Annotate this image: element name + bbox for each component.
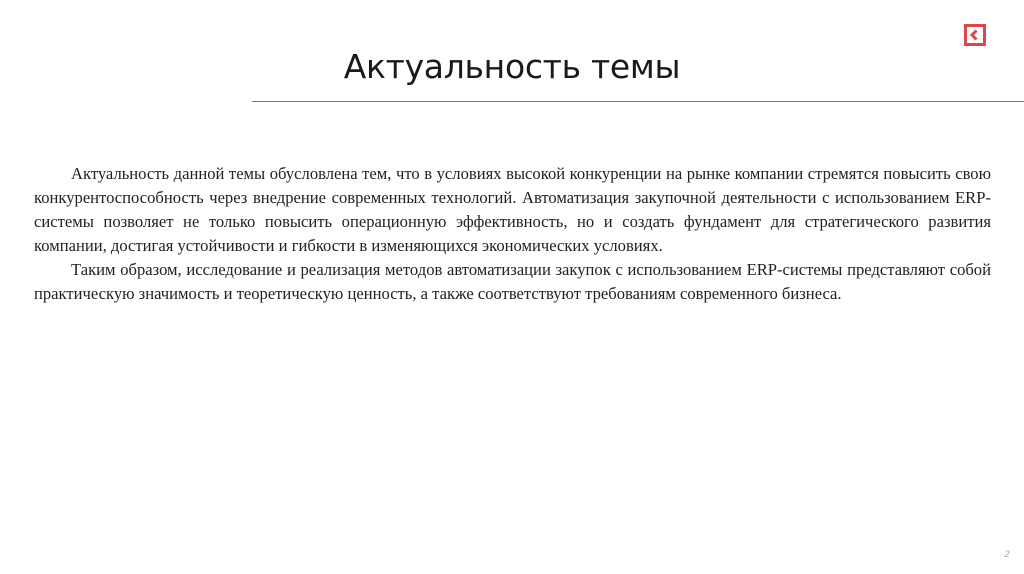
page-number: 2 xyxy=(1004,550,1010,560)
body-paragraph: Актуальность данной темы обусловлена тем, что в условиях высокой конкуренции на рынке компании стремятся повысить свою конкурентоспособность через внедрение современных технологий. Автоматизация закупочной деятельности с использованием ERP-системы позволяет не только повысить операционную эффективность, но и создать фундамент для стратегического развития компании, достигая устойчивости и гибкости в изменяющихся экономических условиях. xyxy=(34,164,991,255)
body-paragraph: Таким образом, исследование и реализация методов автоматизации закупок с использованием ERP-системы представляют собой практическую значимость и теоретическую ценность, а также соответствуют требованиям современного бизнеса. xyxy=(34,260,991,303)
slide-body xyxy=(34,162,991,306)
slide-title: Актуальность темы xyxy=(343,47,681,86)
title-underline xyxy=(252,101,1024,102)
